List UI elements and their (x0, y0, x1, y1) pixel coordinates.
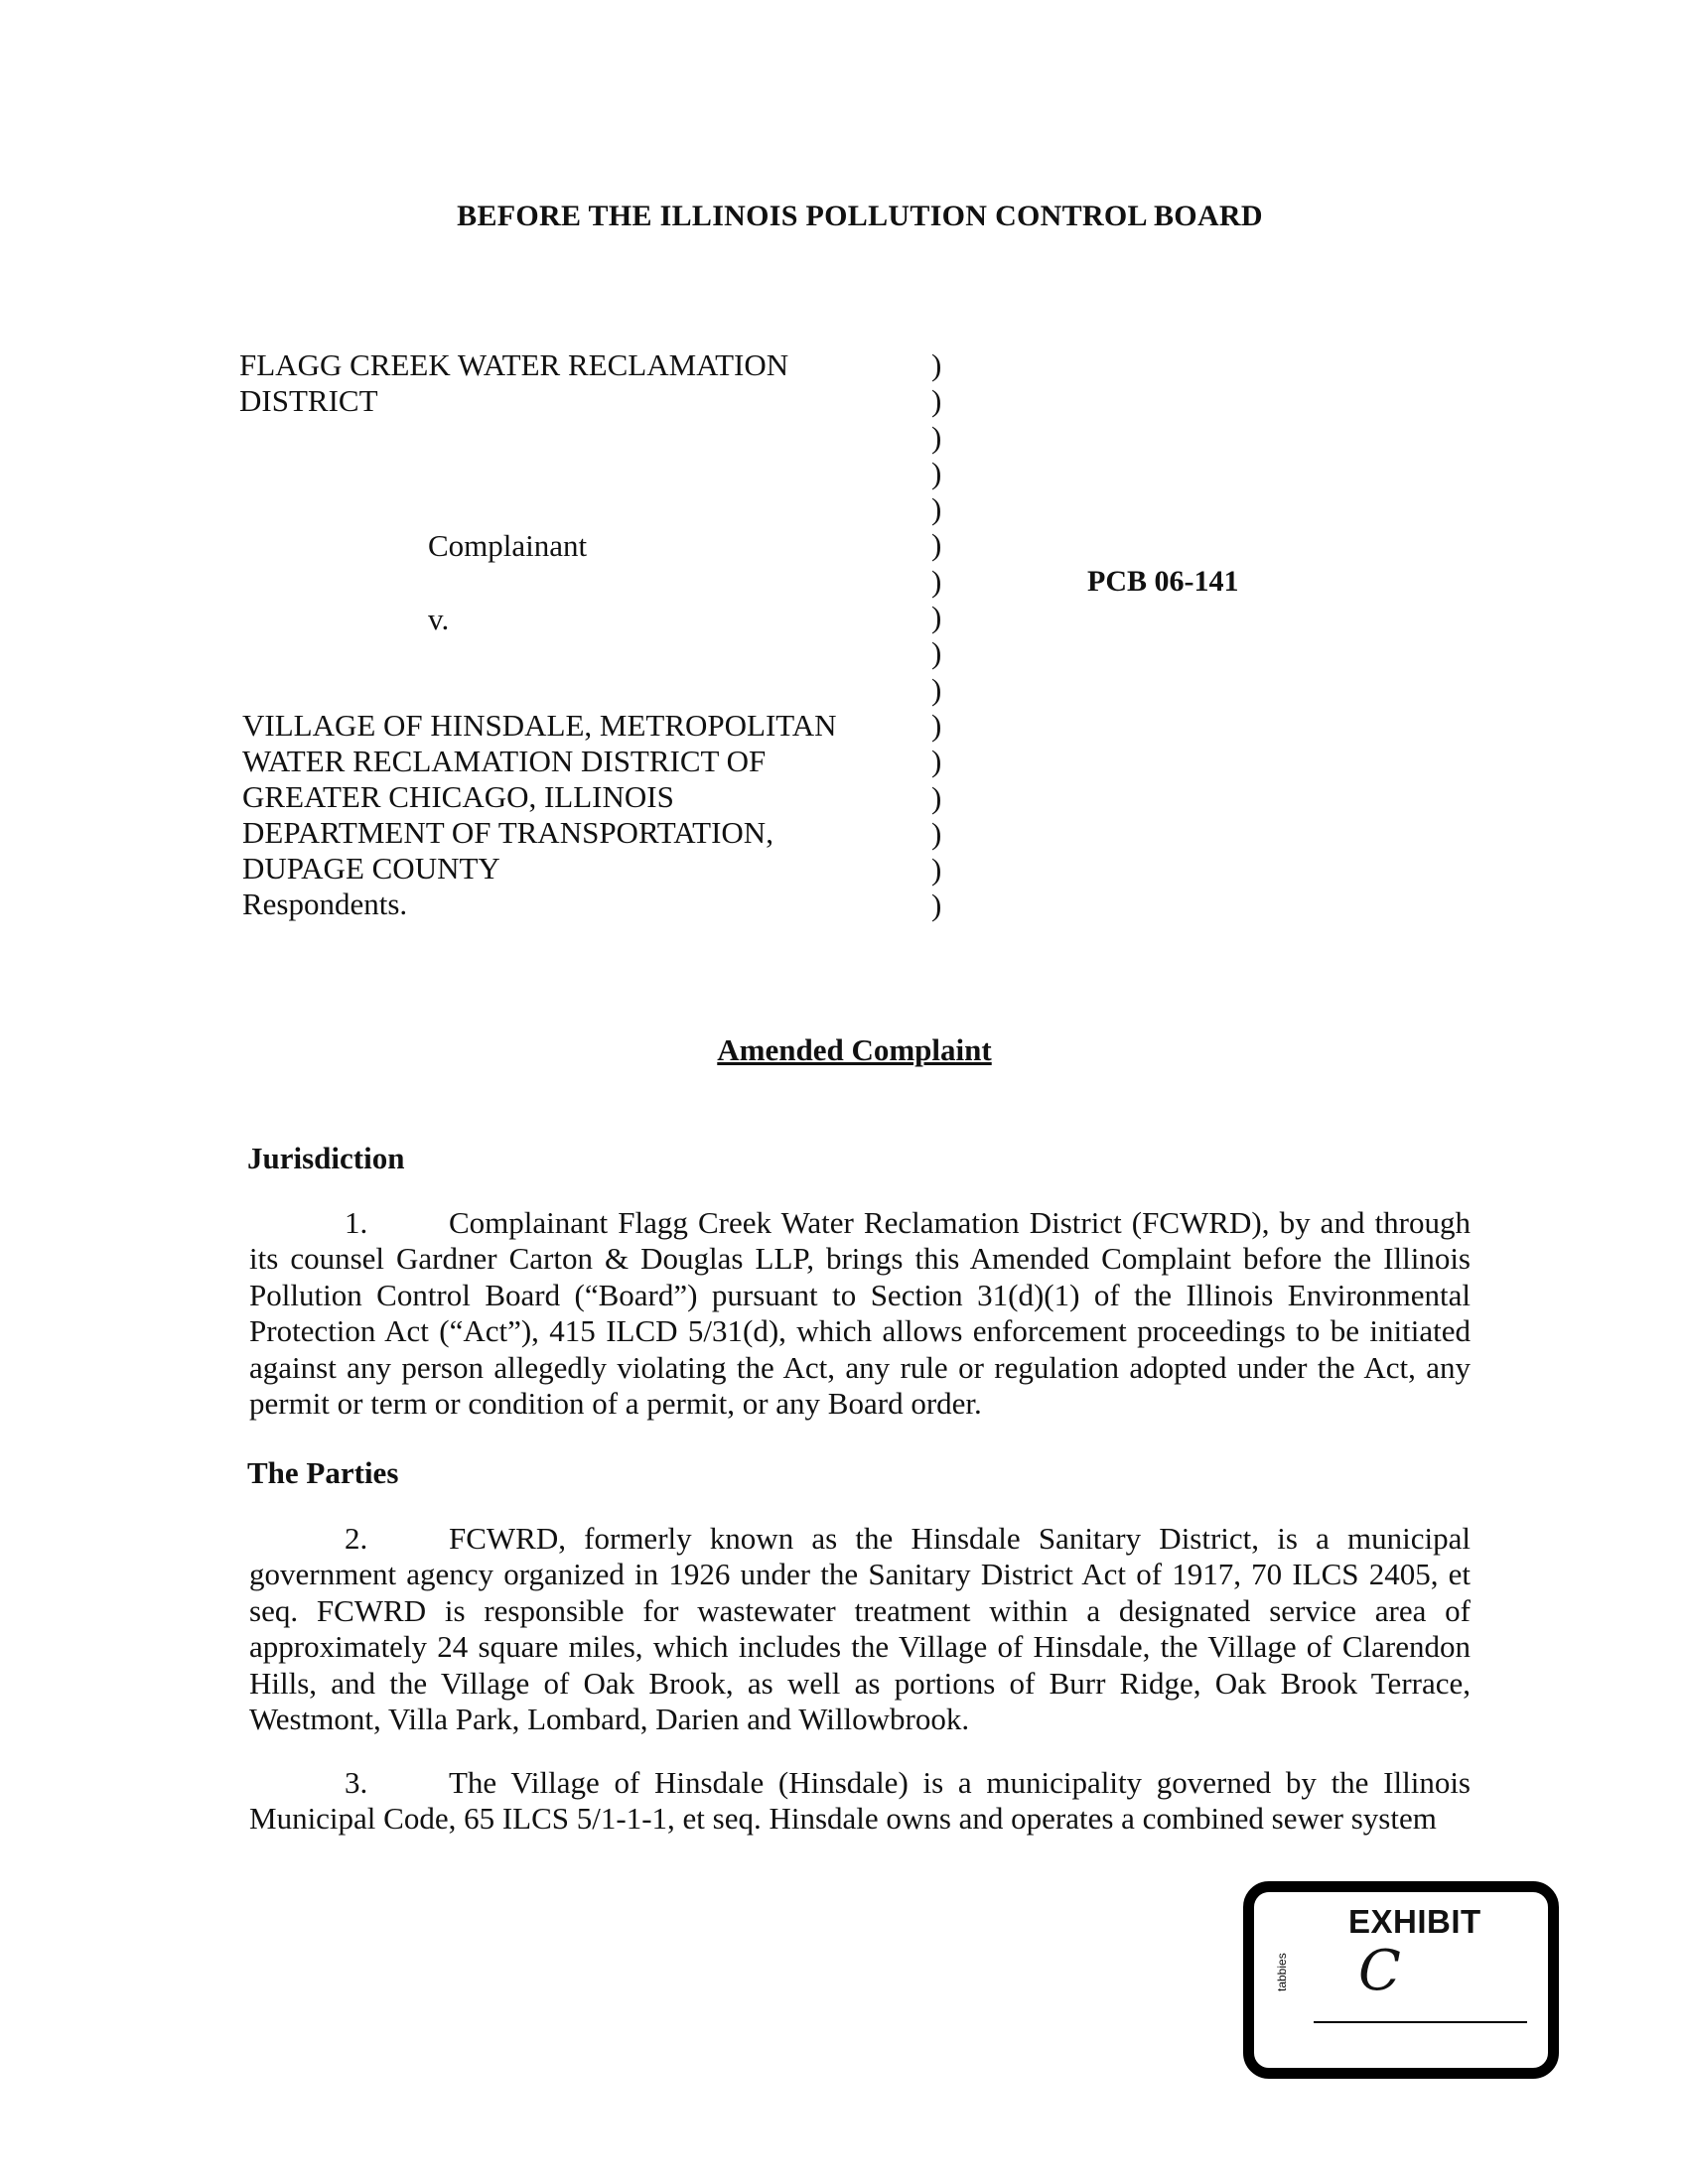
paren: ) (931, 671, 942, 707)
paren: ) (931, 563, 942, 599)
complainant-name (239, 347, 788, 419)
respondents-role: Respondents. (242, 887, 408, 921)
paren: ) (931, 419, 942, 455)
exhibit-sticker (1243, 1881, 1559, 2079)
paren: ) (931, 600, 942, 635)
paragraph-1 (249, 1205, 1471, 1422)
paren: ) (931, 383, 942, 419)
paragraph-number: 1. (345, 1205, 368, 1240)
paren: ) (931, 744, 942, 779)
respondents-name-line: WATER RECLAMATION DISTRICT OF (242, 744, 767, 778)
court-title: BEFORE THE ILLINOIS POLLUTION CONTROL BOARD (457, 200, 1263, 232)
exhibit-label: EXHIBIT (1348, 1903, 1481, 1940)
paragraph-text: The Village of Hinsdale (Hinsdale) is a municipality governed by the Illinois Municipal Code, 65 ILCS 5/1-1-1, et seq. Hinsdale owns and operates a combined sewer system (249, 1765, 1471, 1837)
parties-heading: The Parties (247, 1455, 399, 1490)
respondents-name (242, 708, 837, 922)
case-number: PCB 06-141 (1087, 565, 1239, 598)
complainant-role: Complainant (428, 528, 588, 563)
paragraph-number: 3. (345, 1765, 368, 1800)
paragraph-number: 2. (345, 1521, 368, 1556)
complainant-name-line: FLAGG CREEK WATER RECLAMATION (239, 347, 789, 382)
complainant-name-line: DISTRICT (239, 383, 378, 418)
exhibit-signature-line (1314, 2021, 1527, 2023)
paren: ) (931, 491, 942, 527)
caption-parentheses (931, 347, 941, 924)
paren: ) (931, 707, 942, 743)
document-title: Amended Complaint (717, 1032, 992, 1067)
paragraph-3 (249, 1765, 1471, 1838)
respondents-name-line: DUPAGE COUNTY (242, 851, 500, 886)
paren: ) (931, 527, 942, 563)
paragraph-text: FCWRD, formerly known as the Hinsdale Sanitary District, is a municipal government agency organized in 1926 under the Sanitary District Act of 1917, 70 ILCS 2405, et seq. FCWRD is responsible for wastewater treatment within a designated service area of approximately 24 square miles, which includes the Village of Hinsdale, the Village of Clarendon Hills, and the Village of Oak Brook, as well as portions of Burr Ridge, Oak Brook Terrace, Westmont, Villa Park, Lombard, Darien and Willowbrook. (249, 1521, 1471, 1737)
paren: ) (931, 455, 942, 490)
respondents-name-line: DEPARTMENT OF TRANSPORTATION, (242, 815, 773, 850)
paren: ) (931, 347, 942, 382)
respondents-name-line: GREATER CHICAGO, ILLINOIS (242, 779, 674, 814)
exhibit-brand: tabbies (1275, 1953, 1289, 1991)
paren: ) (931, 852, 942, 887)
versus: v. (428, 602, 450, 636)
paragraph-2 (249, 1521, 1471, 1737)
exhibit-letter: C (1358, 1939, 1401, 2003)
paren: ) (931, 635, 942, 671)
paren: ) (931, 779, 942, 815)
paren: ) (931, 815, 942, 851)
paren: ) (931, 887, 942, 923)
paragraph-text: Complainant Flagg Creek Water Reclamation District (FCWRD), by and through its counsel Gardner Carton & Douglas LLP, brings this Amended Complaint before the Illinois Pollution Control Board (“Board”) pursuant to Section 31(d)(1) of the Illinois Environmental Protection Act (“Act”), 415 ILCD 5/31(d), which allows enforcement proceedings to be initiated against any person allegedly violating the Act, any rule or regulation adopted under the Act, any permit or term or condition of a permit, or any Board order. (249, 1205, 1471, 1422)
respondents-name-line: VILLAGE OF HINSDALE, METROPOLITAN (242, 708, 837, 743)
jurisdiction-heading: Jurisdiction (247, 1141, 405, 1175)
